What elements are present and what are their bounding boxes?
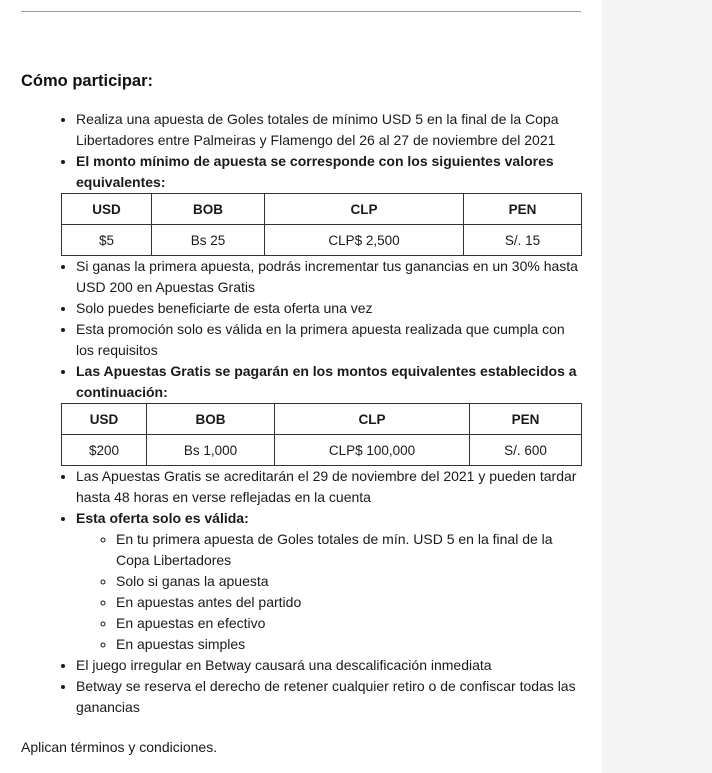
table-cell: S/. 15 [464, 225, 582, 256]
list-item [76, 508, 581, 655]
side-gutter [602, 0, 712, 773]
min-amount-table [61, 193, 582, 256]
sub-list-item: ◦ En apuestas en efectivo [116, 613, 581, 634]
table-cell: CLP$ 100,000 [275, 435, 470, 466]
table-cell: $200 [62, 435, 147, 466]
column-header: CLP [275, 404, 470, 435]
column-header: BOB [147, 404, 275, 435]
column-header: USD [62, 404, 147, 435]
table-header-row [62, 404, 582, 435]
list-item: • Esta promoción solo es válida en la primera apuesta realizada que cumpla con los requisitos [76, 319, 581, 361]
table-cell: Bs 1,000 [147, 435, 275, 466]
list-item: • Realiza una apuesta de Goles totales de mínimo USD 5 en la final de la Copa Libertadores entre Palmeiras y Flamengo del 26 al 27 de noviembre del 2021 [76, 109, 581, 151]
table-header-row [62, 194, 582, 225]
column-header: CLP [265, 194, 464, 225]
list-item-text: Esta oferta solo es válida: [76, 510, 249, 526]
table-cell: CLP$ 2,500 [265, 225, 464, 256]
sub-list-item: ◦ En apuestas simples [116, 634, 581, 655]
section-heading: Cómo participar: [21, 72, 154, 90]
table-cell: $5 [62, 225, 152, 256]
list-item: • Solo puedes beneficiarte de esta oferta una vez [76, 298, 581, 319]
free-bet-table [61, 403, 582, 466]
conditions-sublist [76, 529, 581, 655]
column-header: PEN [464, 194, 582, 225]
column-header: USD [62, 194, 152, 225]
column-header: BOB [152, 194, 265, 225]
table-cell: S/. 600 [470, 435, 582, 466]
list-item: • Betway se reserva el derecho de retener cualquier retiro o de confiscar todas las ganancias [76, 676, 581, 718]
list-item [76, 361, 581, 466]
table-row [62, 225, 582, 256]
sub-list-item: ◦ Solo si ganas la apuesta [116, 571, 581, 592]
divider [21, 11, 581, 12]
sub-list-item: ◦ En apuestas antes del partido [116, 592, 581, 613]
list-item-text: El monto mínimo de apuesta se corresponde con los siguientes valores equivalentes: [76, 153, 554, 190]
table-cell: Bs 25 [152, 225, 265, 256]
column-header: PEN [470, 404, 582, 435]
list-item [76, 151, 581, 256]
list-item: • Las Apuestas Gratis se acreditarán el 29 de noviembre del 2021 y pueden tardar hasta 48 horas en verse reflejadas en la cuenta [76, 466, 581, 508]
requirements-list [21, 109, 581, 718]
sub-list-item: ◦ En tu primera apuesta de Goles totales de mín. USD 5 en la final de la Copa Libertadores [116, 529, 581, 571]
table-row [62, 435, 582, 466]
list-item: • El juego irregular en Betway causará una descalificación inmediata [76, 655, 581, 676]
list-item-text: Las Apuestas Gratis se pagarán en los montos equivalentes establecidos a continuación: [76, 363, 577, 400]
list-item: • Si ganas la primera apuesta, podrás incrementar tus ganancias en un 30% hasta USD 200 en Apuestas Gratis [76, 256, 581, 298]
terms-note: Aplican términos y condiciones. [21, 739, 218, 755]
